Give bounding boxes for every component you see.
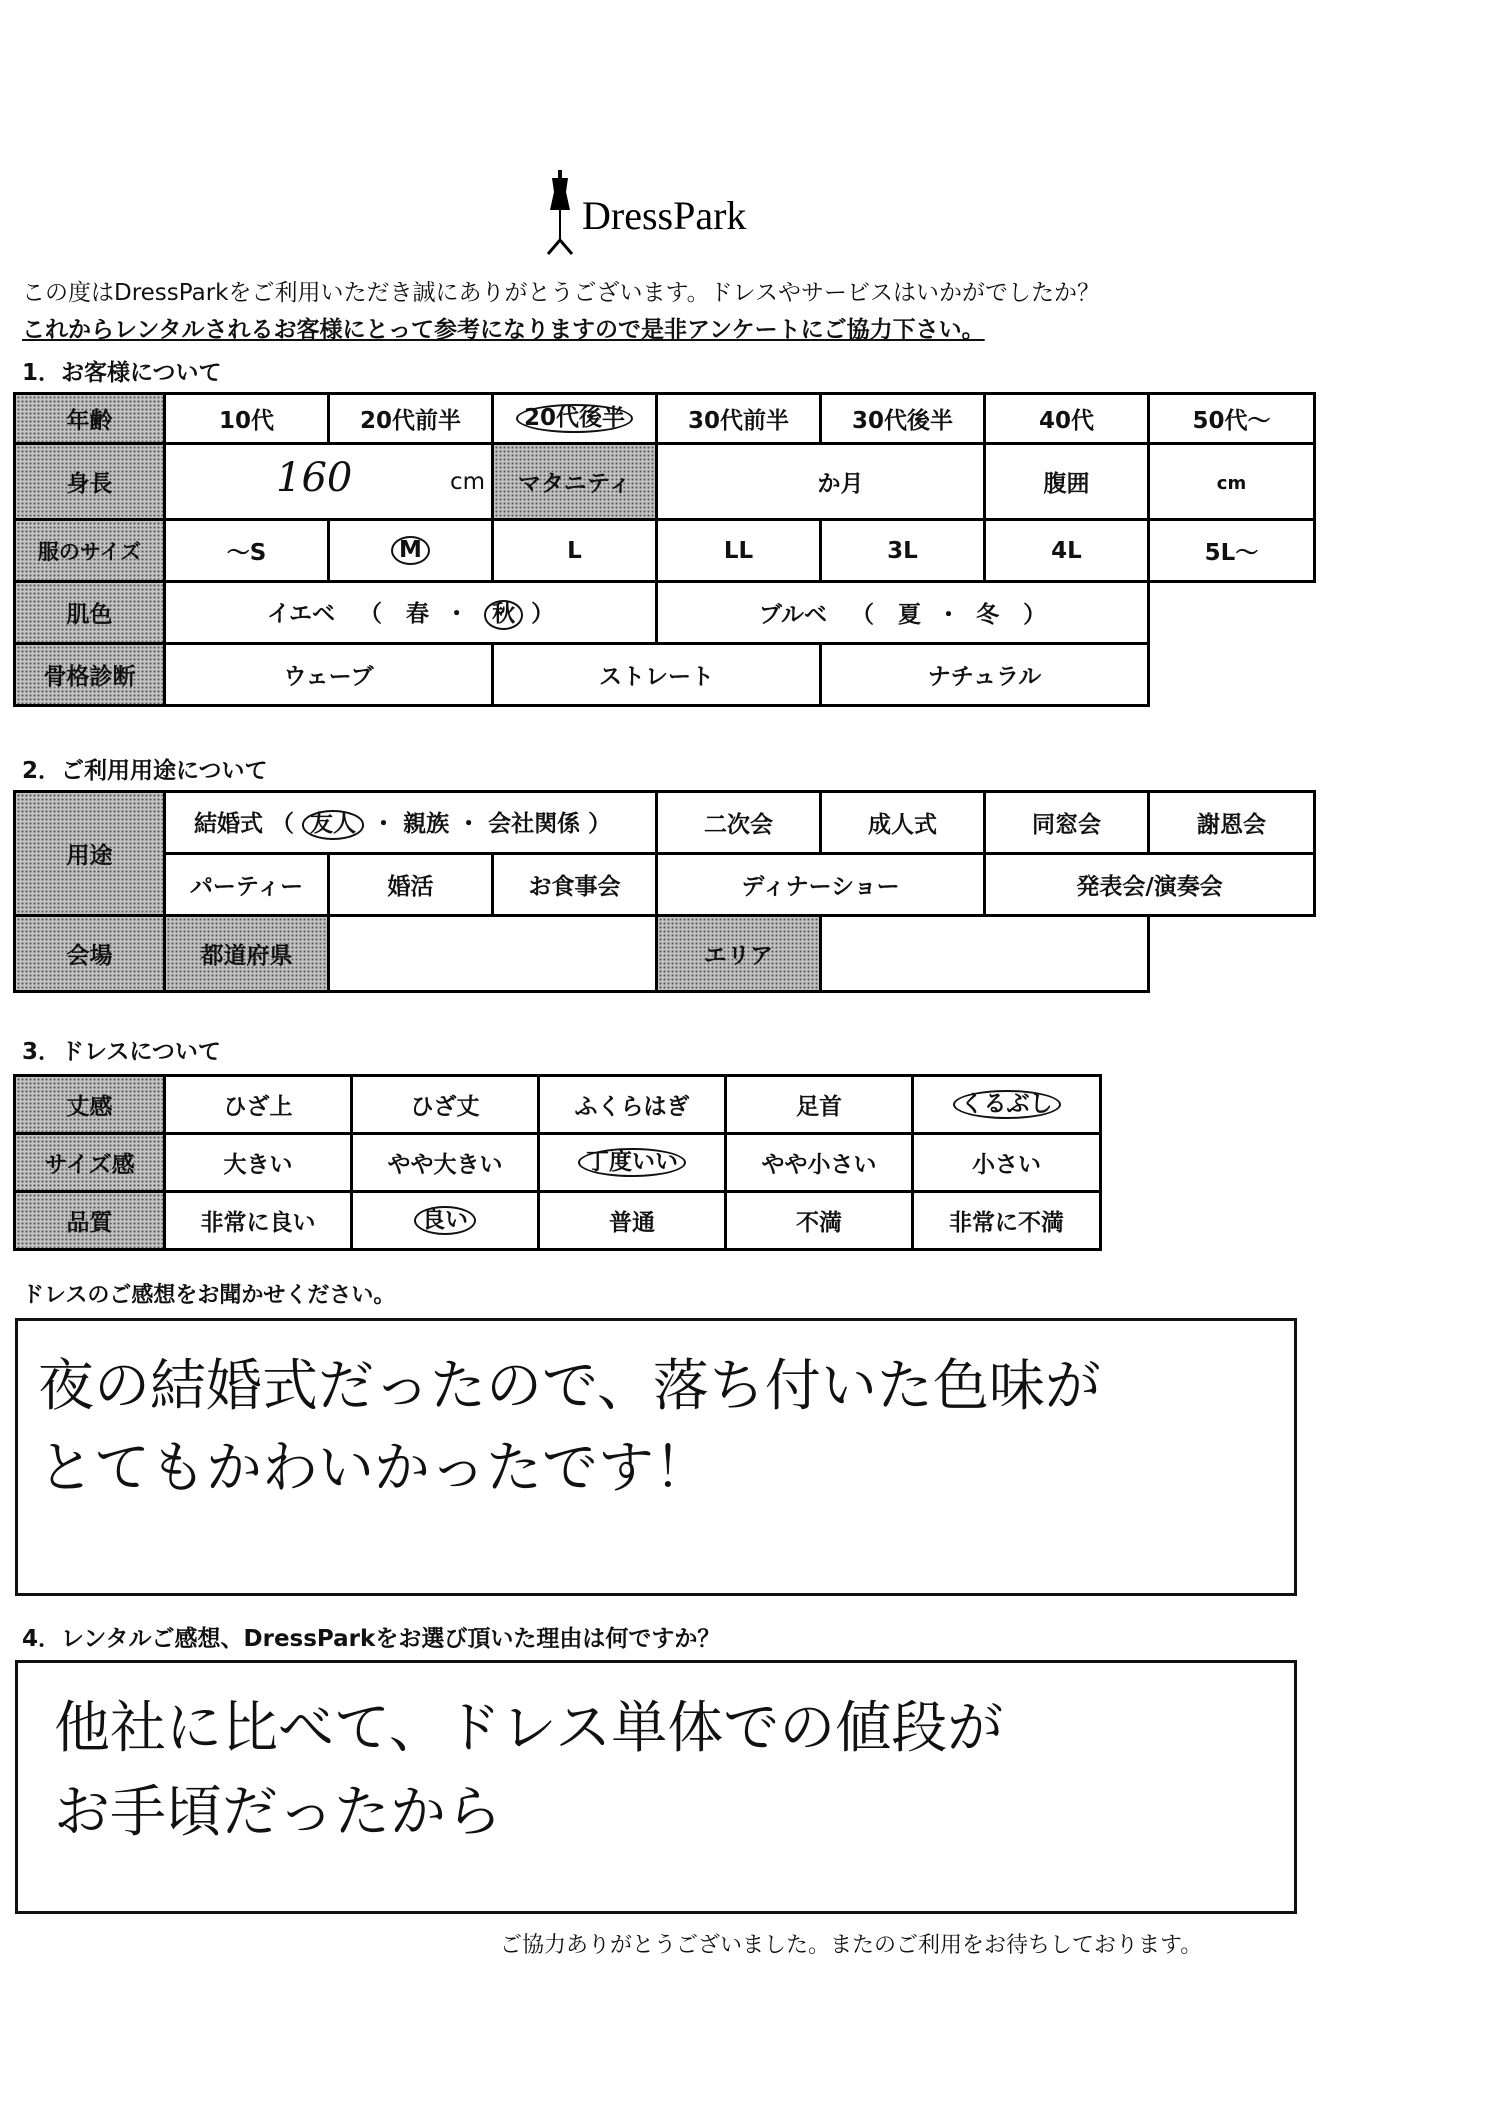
quality-option[interactable]: 普通 [539,1192,726,1250]
usage-option[interactable]: パーティー [165,854,329,916]
paren: （ [271,811,295,838]
dress-comment-line-1: 夜の結婚式だったので、落ち付いた色味が [38,1354,1101,1419]
empty-cell [1149,644,1315,706]
paren: （ [834,602,891,628]
prefecture-label: 都道府県 [165,916,329,992]
wedding-option[interactable] [165,792,657,854]
quality-label: 品質 [15,1192,165,1250]
age-option[interactable]: 50代～ [1149,394,1315,444]
selected-circle: M [391,536,430,565]
fit-option[interactable]: 小さい [913,1134,1101,1192]
fit-option[interactable]: やや大きい [352,1134,539,1192]
usage-option[interactable]: 同窓会 [985,792,1149,854]
fit-row [15,1134,1101,1192]
quality-option[interactable]: 非常に良い [165,1192,352,1250]
logo-text: DressPark [582,193,747,238]
separator: ・ [457,811,481,838]
skin-row [15,582,1315,644]
age-row [15,394,1315,444]
frame-option[interactable]: ナチュラル [821,644,1149,706]
waist-label: 腹囲 [985,444,1149,520]
size-option[interactable]: L [493,520,657,582]
dress-table [13,1074,1102,1251]
empty-cell [1149,582,1315,644]
reason-line-2: お手頃だったから [54,1780,502,1845]
quality-row [15,1192,1101,1250]
size-option[interactable]: ～S [165,520,329,582]
empty-cell [1149,916,1315,992]
summer-option[interactable]: 夏 [898,602,922,628]
section-2-title: 2．ご利用用途について [22,758,268,784]
length-option[interactable]: ひざ上 [165,1076,352,1134]
paren: ） [588,811,612,838]
dress-comment-line-2: とてもかわいかったです！ [38,1436,710,1501]
intro-line-2: これからレンタルされるお客様にとって参考になりますので是非アンケートにご協力下さい。 [22,317,985,343]
paren: （ [343,601,399,628]
usage-option[interactable]: 婚活 [329,854,493,916]
customer-info-table [13,392,1316,707]
frame-option[interactable]: ストレート [493,644,821,706]
age-option[interactable]: 30代後半 [821,394,985,444]
area-label: エリア [657,916,821,992]
fit-option[interactable]: 大きい [165,1134,352,1192]
length-option-selected[interactable] [913,1076,1101,1134]
dress-comment-question: ドレスのご感想をお聞かせください。 [22,1283,396,1308]
length-row [15,1076,1101,1134]
usage-option[interactable]: 二次会 [657,792,821,854]
paren: ） [531,601,555,628]
dress-form-icon [540,170,580,260]
age-label: 年齢 [15,394,165,444]
age-option[interactable]: 30代前半 [657,394,821,444]
dresspark-logo [540,170,780,260]
quality-option[interactable]: 不満 [726,1192,913,1250]
relatives-option[interactable]: 親族 [403,811,450,838]
quality-option-selected[interactable] [352,1192,539,1250]
quality-option[interactable]: 非常に不満 [913,1192,1101,1250]
size-row [15,520,1315,582]
separator: ・ [372,811,396,838]
autumn-option-selected[interactable]: 秋 [484,600,523,629]
area-field[interactable] [821,916,1149,992]
blue-base-option[interactable] [657,582,1149,644]
height-value: 160 [276,455,353,501]
fit-option-selected[interactable] [539,1134,726,1192]
yellow-base-option[interactable] [165,582,657,644]
size-option[interactable]: 4L [985,520,1149,582]
separator: ・ [437,601,477,628]
section-4-title: 4．レンタルご感想、DressParkをお選び頂いた理由は何ですか？ [22,1626,721,1652]
paren: ） [1007,602,1047,628]
reason-box[interactable] [15,1660,1297,1914]
selected-circle: 20代後半 [516,404,633,433]
size-option[interactable]: 5L～ [1149,520,1315,582]
length-option[interactable]: ひざ丈 [352,1076,539,1134]
height-unit: cm [449,469,485,495]
separator: ・ [929,602,969,628]
waist-field[interactable] [1149,444,1315,520]
selected-circle: 丁度いい [578,1148,686,1177]
months-unit: か月 [817,471,864,497]
wedding-text: 結婚式 [194,811,263,838]
blue-base-text: ブルベ [758,602,827,628]
friend-option-selected[interactable]: 友人 [302,810,364,839]
usage-row-1 [15,792,1315,854]
frame-row [15,644,1315,706]
yellow-base-text: イエベ [266,601,335,628]
spring-option[interactable]: 春 [406,601,430,628]
size-option-selected[interactable] [329,520,493,582]
venue-row [15,916,1315,992]
selected-circle: 良い [414,1206,476,1235]
usage-option[interactable]: 謝恩会 [1149,792,1315,854]
age-option[interactable]: 20代前半 [329,394,493,444]
usage-option[interactable]: お食事会 [493,854,657,916]
skin-label: 肌色 [15,582,165,644]
height-label: 身長 [15,444,165,520]
prefecture-field[interactable] [329,916,657,992]
fit-option[interactable]: やや小さい [726,1134,913,1192]
usage-option[interactable]: 発表会/演奏会 [985,854,1315,916]
intro-line-1: この度はDressParkをご利用いただき誠にありがとうございます。ドレスやサービスはいかがでしたか？ [22,280,1100,306]
age-option[interactable]: 10代 [165,394,329,444]
maternity-label: マタニティ [493,444,657,520]
age-option[interactable]: 40代 [985,394,1149,444]
usage-option[interactable]: 成人式 [821,792,985,854]
frame-label: 骨格診断 [15,644,165,706]
usage-row-2 [15,854,1315,916]
venue-label: 会場 [15,916,165,992]
size-label: 服のサイズ [15,520,165,582]
length-option[interactable]: ふくらはぎ [539,1076,726,1134]
selected-circle: くるぶし [953,1090,1061,1119]
height-field[interactable] [165,444,493,520]
age-option-selected[interactable] [493,394,657,444]
length-option[interactable]: 足首 [726,1076,913,1134]
size-option[interactable]: LL [657,520,821,582]
section-1-title: 1．お客様について [22,360,222,386]
height-row [15,444,1315,520]
length-label: 丈感 [15,1076,165,1134]
thanks-text: ご協力ありがとうございました。またのご利用をお待ちしております。 [500,1933,1203,1958]
winter-option[interactable]: 冬 [976,602,1000,628]
size-option[interactable]: 3L [821,520,985,582]
reason-line-1: 他社に比べて、ドレス単体での値段が [54,1696,1004,1761]
fit-label: サイズ感 [15,1134,165,1192]
usage-table [13,790,1316,993]
waist-unit: cm [1216,472,1247,494]
dress-comment-box[interactable] [15,1318,1297,1596]
company-option[interactable]: 会社関係 [488,811,581,838]
purpose-label: 用途 [15,792,165,916]
maternity-months-field[interactable] [657,444,985,520]
section-3-title: 3．ドレスについて [22,1039,221,1065]
frame-option[interactable]: ウェーブ [165,644,493,706]
usage-option[interactable]: ディナーショー [657,854,985,916]
